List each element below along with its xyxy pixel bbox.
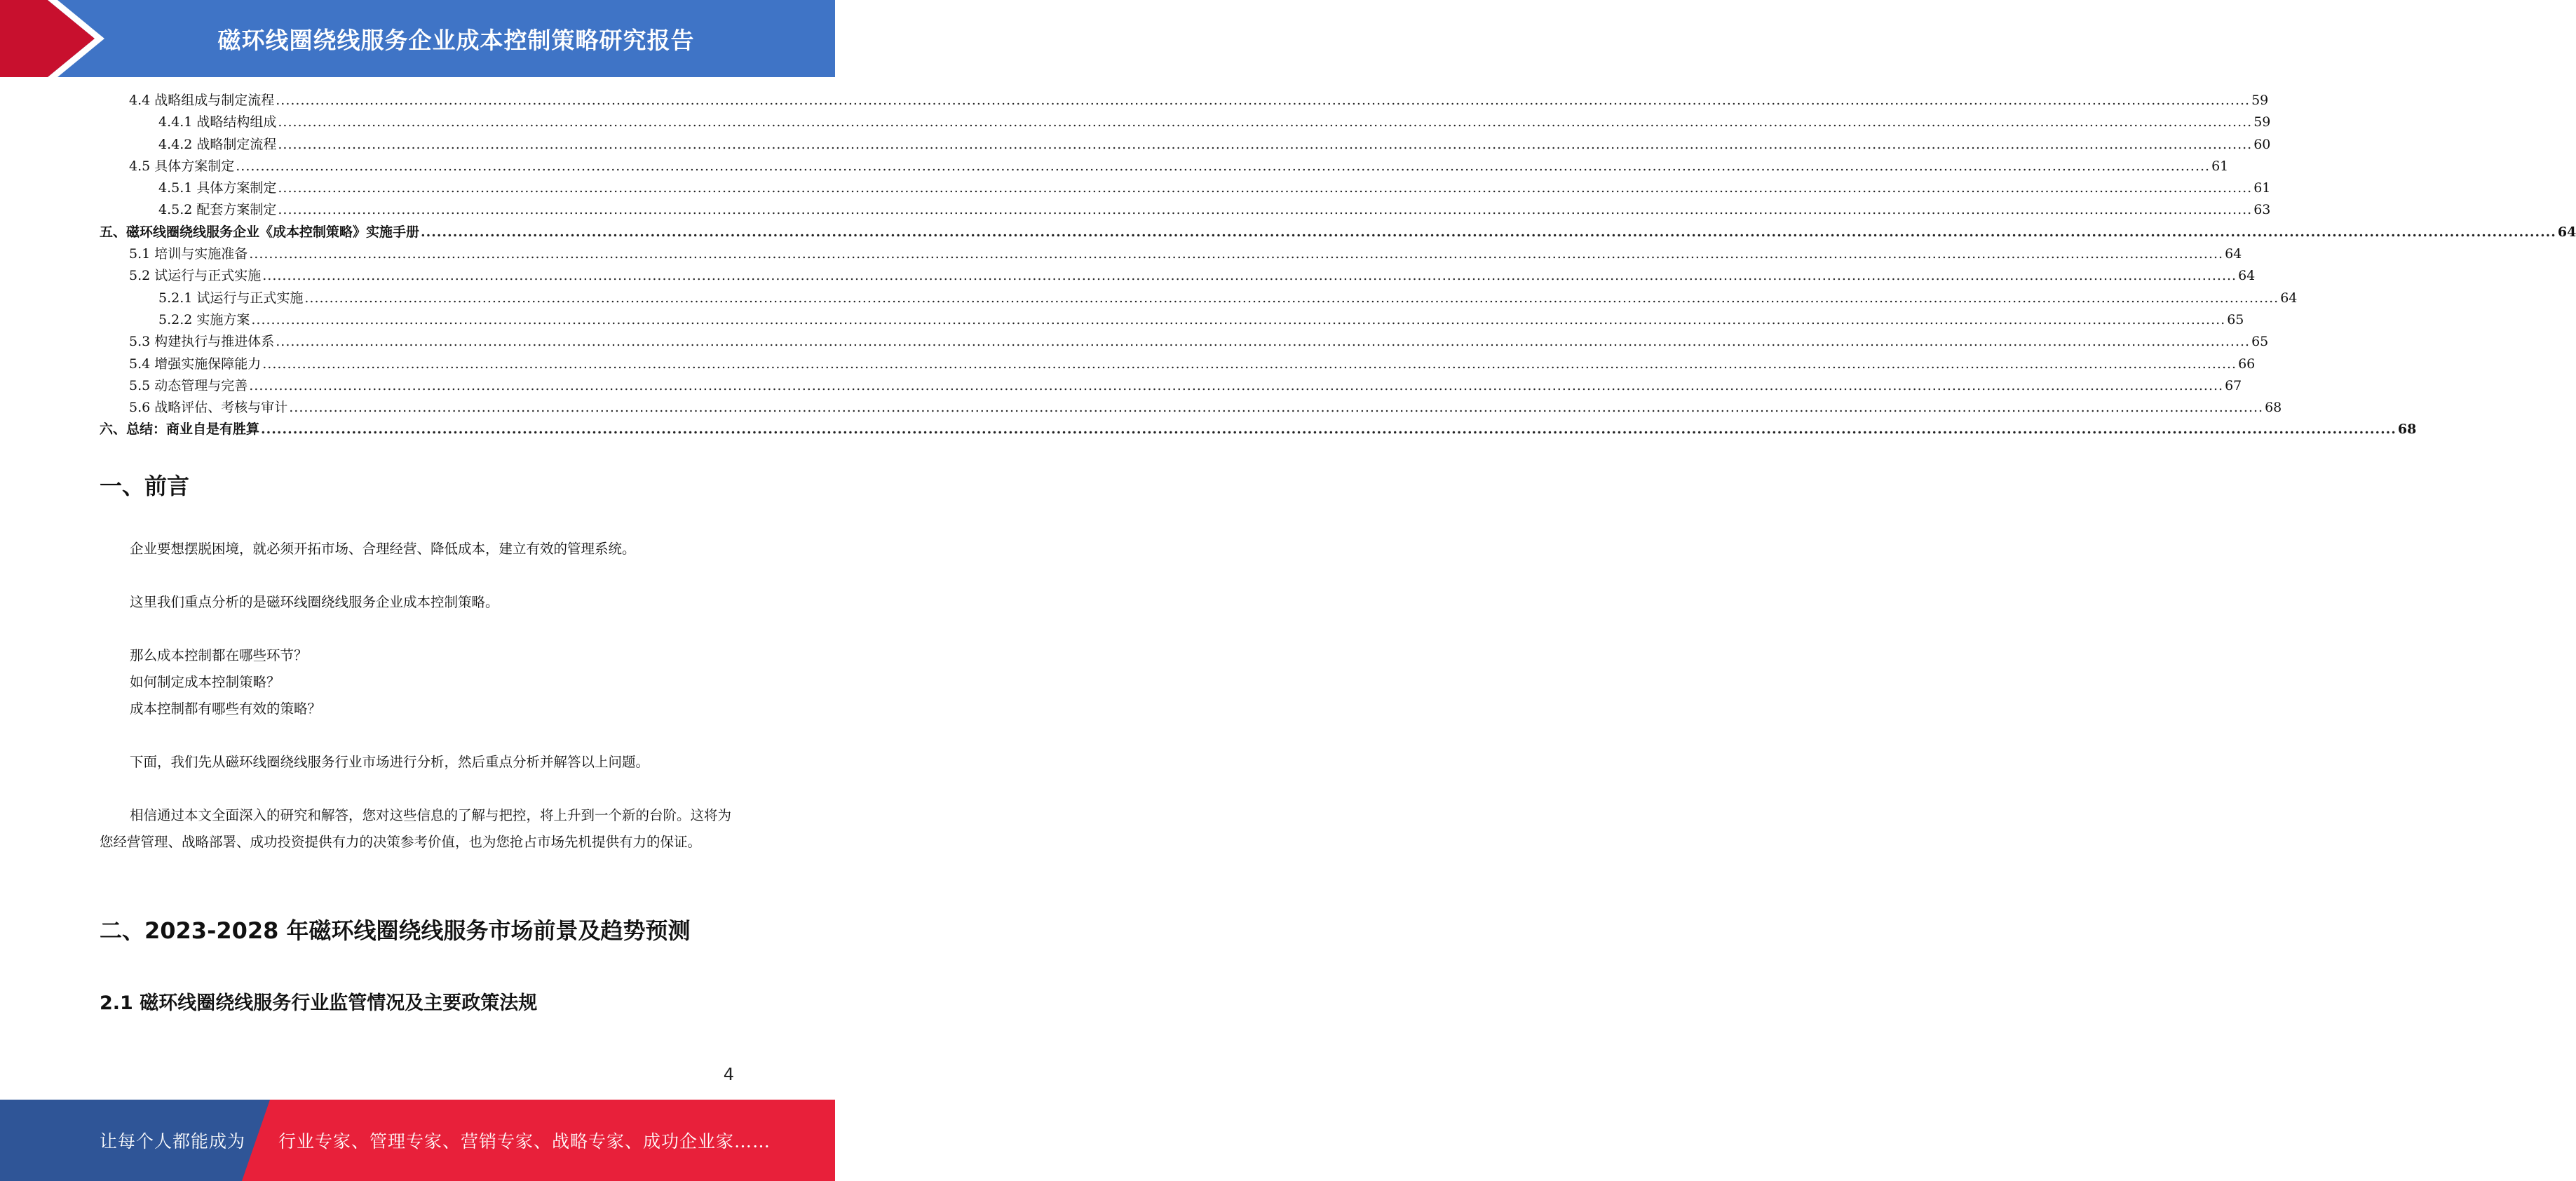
toc-entry-page: 68 xyxy=(2397,421,2417,438)
toc-entry-label: 5.2.2 实施方案 xyxy=(158,311,250,328)
section-heading-preface: 一、前言 xyxy=(100,473,190,499)
toc-entry[interactable] xyxy=(100,222,2576,243)
toc-entry-page: 63 xyxy=(2253,202,2271,218)
footer-slogan-left: 让每个人都能成为 xyxy=(100,1131,246,1152)
toc-entry-label: 5.2 试运行与正式实施 xyxy=(129,268,262,284)
toc-entry-page: 61 xyxy=(2253,180,2271,196)
footer-slogan-right: 行业专家、管理专家、营销专家、战略专家、成功企业家…… xyxy=(278,1131,771,1152)
toc-dot-leader: ................................................................................................................................................................................................................................................................................................................................................................................................................ xyxy=(278,114,2253,130)
table-of-contents xyxy=(100,90,2576,441)
toc-entry-page: 64 xyxy=(2225,246,2242,262)
toc-entry-label: 4.5.1 具体方案制定 xyxy=(158,180,277,196)
toc-entry-page: 59 xyxy=(2253,114,2271,130)
toc-entry-page: 65 xyxy=(2227,311,2244,328)
subsection-heading-regulation: 2.1 磁环线圈绕线服务行业监管情况及主要政策法规 xyxy=(100,992,538,1014)
toc-entry[interactable] xyxy=(100,90,2269,112)
toc-entry-label: 5.5 动态管理与完善 xyxy=(129,377,248,393)
toc-dot-leader: ................................................................................................................................................................................................................................................................................................................................................................................................................ xyxy=(421,224,2556,240)
toc-entry-page: 61 xyxy=(2211,158,2229,174)
toc-dot-leader: ................................................................................................................................................................................................................................................................................................................................................................................................................ xyxy=(249,377,2224,393)
toc-entry[interactable] xyxy=(100,134,2271,156)
toc-dot-leader: ................................................................................................................................................................................................................................................................................................................................................................................................................ xyxy=(278,136,2253,152)
toc-entry-label: 5.3 构建执行与推进体系 xyxy=(129,334,275,350)
toc-entry[interactable] xyxy=(100,265,2256,287)
toc-entry-label: 六、总结：商业自是有胜算 xyxy=(100,421,260,438)
toc-dot-leader: ................................................................................................................................................................................................................................................................................................................................................................................................................ xyxy=(278,202,2253,218)
document-title: 磁环线圈绕线服务企业成本控制策略研究报告 xyxy=(217,26,695,54)
paragraph: 相信通过本文全面深入的研究和解答，您对这些信息的了解与把控，将上升到一个新的台阶。这将为您经营管理、战略部署、成功投资提供有力的决策参考价值，也为您抢占市场先机提供有力的保证。 xyxy=(100,807,732,850)
toc-entry-label: 五、磁环线圈绕线服务企业《成本控制策略》实施手册 xyxy=(100,224,420,240)
toc-dot-leader: ................................................................................................................................................................................................................................................................................................................................................................................................................ xyxy=(276,334,2251,350)
toc-entry[interactable] xyxy=(100,375,2242,397)
toc-entry-label: 4.4 战略组成与制定流程 xyxy=(129,93,275,108)
toc-entry[interactable] xyxy=(100,397,2282,419)
toc-entry-label: 4.4.1 战略结构组成 xyxy=(158,114,277,130)
toc-entry-page: 64 xyxy=(2557,224,2576,240)
toc-entry[interactable] xyxy=(100,243,2242,265)
toc-dot-leader: ................................................................................................................................................................................................................................................................................................................................................................................................................ xyxy=(278,180,2253,196)
toc-entry-label: 5.6 战略评估、考核与审计 xyxy=(129,400,288,416)
toc-dot-leader: ................................................................................................................................................................................................................................................................................................................................................................................................................ xyxy=(262,356,2237,372)
toc-entry-label: 4.5.2 配套方案制定 xyxy=(158,202,277,218)
toc-entry[interactable] xyxy=(100,112,2271,133)
paragraph: 那么成本控制都在哪些环节？ xyxy=(130,647,308,663)
toc-entry[interactable] xyxy=(100,353,2256,375)
section-heading-market-outlook: 二、2023-2028 年磁环线圈绕线服务市场前景及趋势预测 xyxy=(100,917,691,944)
toc-entry[interactable] xyxy=(100,288,2298,309)
toc-dot-leader: ................................................................................................................................................................................................................................................................................................................................................................................................................ xyxy=(249,246,2224,262)
paragraph: 这里我们重点分析的是磁环线圈绕线服务企业成本控制策略。 xyxy=(130,594,499,610)
header-banner xyxy=(0,0,835,77)
toc-entry-page: 64 xyxy=(2238,268,2256,284)
paragraph: 企业要想摆脱困境，就必须开拓市场、合理经营、降低成本，建立有效的管理系统。 xyxy=(130,541,636,557)
paragraph: 成本控制都有哪些有效的策略？ xyxy=(130,701,322,717)
red-arrow-icon xyxy=(0,0,105,77)
toc-entry-page: 65 xyxy=(2251,334,2269,350)
toc-entry-label: 4.5 具体方案制定 xyxy=(129,158,235,174)
toc-entry-label: 4.4.2 战略制定流程 xyxy=(158,136,277,152)
footer-banner xyxy=(0,1100,835,1181)
toc-dot-leader: ................................................................................................................................................................................................................................................................................................................................................................................................................ xyxy=(289,400,2264,416)
toc-entry[interactable] xyxy=(100,177,2271,199)
toc-entry-label: 5.2.1 试运行与正式实施 xyxy=(158,290,304,306)
toc-entry-page: 64 xyxy=(2280,290,2298,306)
toc-entry-page: 68 xyxy=(2265,400,2282,416)
toc-dot-leader: ................................................................................................................................................................................................................................................................................................................................................................................................................ xyxy=(276,93,2251,108)
toc-entry-label: 5.1 培训与实施准备 xyxy=(129,246,248,262)
toc-entry-page: 67 xyxy=(2225,377,2242,393)
toc-entry[interactable] xyxy=(100,419,2417,440)
toc-entry[interactable] xyxy=(100,331,2269,353)
toc-entry-page: 59 xyxy=(2251,93,2269,108)
page-number: 4 xyxy=(723,1065,734,1084)
toc-entry-page: 60 xyxy=(2253,136,2271,152)
toc-entry[interactable] xyxy=(100,199,2271,221)
toc-entry-label: 5.4 增强实施保障能力 xyxy=(129,356,262,372)
toc-entry-page: 66 xyxy=(2238,356,2256,372)
toc-dot-leader: ................................................................................................................................................................................................................................................................................................................................................................................................................ xyxy=(261,421,2397,438)
toc-dot-leader: ................................................................................................................................................................................................................................................................................................................................................................................................................ xyxy=(262,268,2237,284)
toc-dot-leader: ................................................................................................................................................................................................................................................................................................................................................................................................................ xyxy=(304,290,2279,306)
toc-entry[interactable] xyxy=(100,309,2244,331)
paragraph: 如何制定成本控制策略？ xyxy=(130,674,280,690)
toc-dot-leader: ................................................................................................................................................................................................................................................................................................................................................................................................................ xyxy=(251,311,2226,328)
toc-entry[interactable] xyxy=(100,156,2229,177)
paragraph: 下面，我们先从磁环线圈绕线服务行业市场进行分析，然后重点分析并解答以上问题。 xyxy=(130,754,650,770)
toc-dot-leader: ................................................................................................................................................................................................................................................................................................................................................................................................................ xyxy=(236,158,2211,174)
